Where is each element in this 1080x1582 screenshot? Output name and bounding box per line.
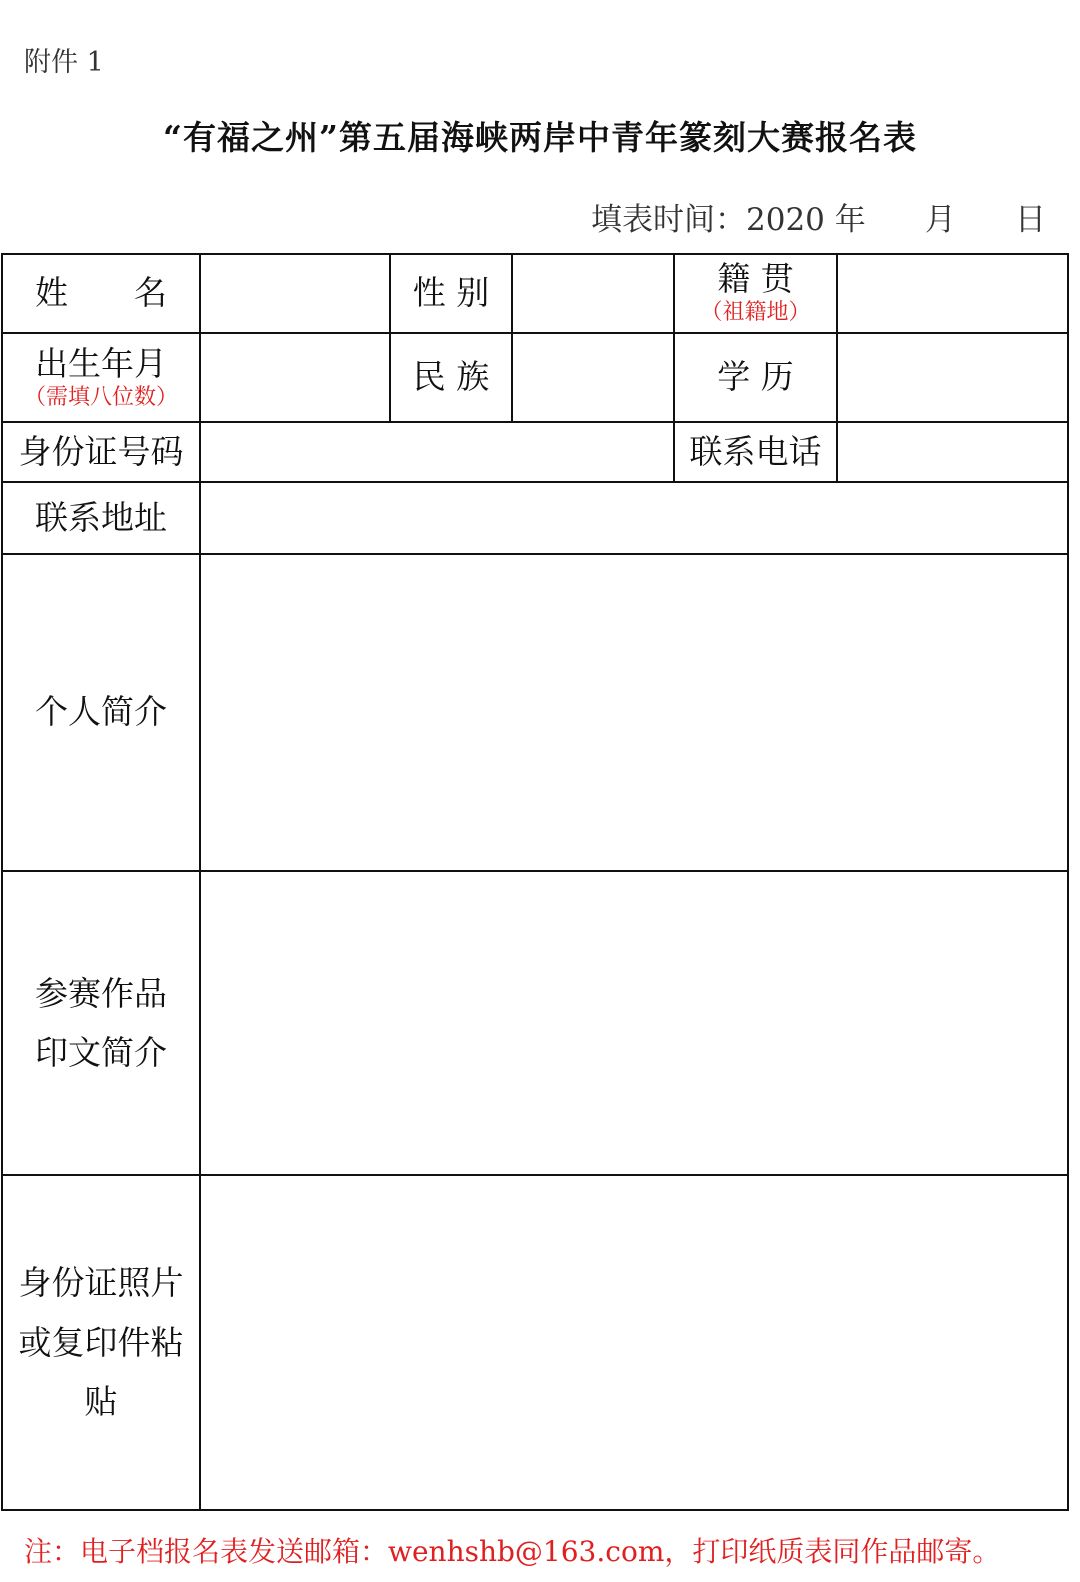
bio-field[interactable] [201,555,1067,870]
id-number-field[interactable] [201,423,673,481]
name-label-text: 姓 名 [35,273,167,313]
id-number-label [3,423,199,481]
id-photo-area[interactable] [201,1176,1067,1509]
work-intro-label-line: 印文简介 [35,1033,167,1072]
bio-label [3,555,199,870]
registration-form [1,253,1069,1511]
work-intro-label [3,872,199,1174]
id-photo-label-line: 身份证照片 [18,1263,184,1303]
gender-field[interactable] [513,255,673,332]
phone-label-text: 联系电话 [689,431,822,471]
name-field[interactable] [201,255,389,332]
ethnicity-label [391,334,511,421]
form-title: “有福之州”第五届海峡两岸中青年篆刻大赛报名表 [163,118,917,157]
birth-label-text: 出生年月 [35,343,167,383]
fill-date-month: 月 [924,202,956,238]
birth-field[interactable] [201,334,389,421]
fill-date [591,194,1046,239]
phone-field[interactable] [838,423,1067,481]
fill-date-prefix: 填表时间：2020 年 [591,202,866,238]
native-place-field[interactable] [838,255,1067,332]
footer-note: 注：电子档报名表发送邮箱：wenhshb@163.com，打印纸质表同作品邮寄。 [24,1535,1001,1568]
attachment-label: 附件 1 [24,47,104,78]
id-photo-label [3,1176,199,1509]
education-label [675,334,836,421]
id-photo-label-line: 贴 [84,1382,118,1422]
gender-label [391,255,511,332]
id-number-label-text: 身份证号码 [18,431,184,471]
native-place-label-text: 籍 贯 [717,259,794,299]
id-photo-label-line: 或复印件粘 [18,1322,184,1362]
address-label-text: 联系地址 [35,497,167,537]
phone-label [675,423,836,481]
education-field[interactable] [838,334,1067,421]
education-label-text: 学 历 [717,357,794,397]
work-intro-label-line: 参赛作品 [35,973,167,1013]
native-place-label [675,255,836,332]
name-label [3,255,199,332]
birth-sublabel: （需填八位数） [23,384,178,410]
work-intro-field[interactable] [201,872,1067,1174]
fill-date-day: 日 [1015,202,1046,238]
address-field[interactable] [201,483,1067,553]
birth-label [3,334,199,421]
ethnicity-field[interactable] [513,334,673,421]
address-label [3,483,199,553]
native-place-sublabel: （祖籍地） [700,300,811,325]
bio-label-text: 个人简介 [35,692,167,732]
ethnicity-label-text: 民 族 [412,357,490,397]
gender-label-text: 性 别 [412,273,490,313]
